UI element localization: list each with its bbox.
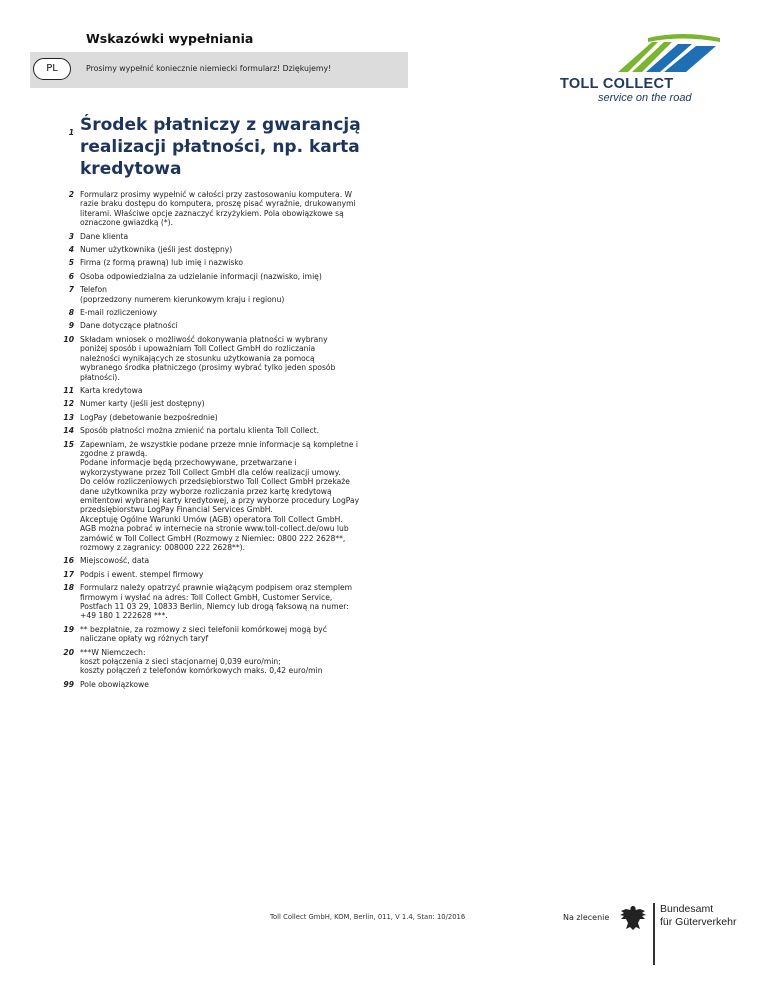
item-text: Sposób płatności można zmienić na portalu klienta Toll Collect. bbox=[80, 426, 320, 436]
item-number: 6 bbox=[68, 271, 74, 281]
item-number: 16 bbox=[63, 556, 74, 566]
item-text: Dane dotyczące płatności bbox=[80, 321, 178, 331]
item-number: 2 bbox=[68, 190, 74, 199]
federal-eagle-icon bbox=[618, 903, 648, 933]
item-number: 13 bbox=[63, 412, 74, 422]
item-number: 14 bbox=[63, 426, 74, 436]
list-item bbox=[40, 413, 380, 422]
item-text: Miejscowość, data bbox=[80, 556, 150, 566]
item-text: Formularz prosimy wypełnić w całości przy zastosowaniu komputera. W razie braku dostępu do komputera, proszę pisać wyraźnie, drukowanymi literami. Właściwe opcje zaznaczyć krzyżykiem. Pola obowiązkowe są oznaczone gwiazdką (*). bbox=[80, 190, 356, 228]
list-item bbox=[40, 321, 380, 330]
list-item bbox=[40, 272, 380, 281]
item-number: 20 bbox=[63, 647, 74, 657]
item-text: Telefon (poprzedzony numerem kierunkowym kraju i regionu) bbox=[80, 285, 285, 304]
on-behalf-label: Na zlecenie bbox=[563, 913, 610, 922]
list-item bbox=[40, 625, 380, 644]
item-text: E-mail rozliczeniowy bbox=[80, 308, 158, 318]
language-badge: PL bbox=[33, 58, 71, 80]
list-item bbox=[40, 648, 380, 676]
item-text: Numer użytkownika (jeśli jest dostępny) bbox=[80, 245, 233, 255]
item-number: 17 bbox=[63, 569, 74, 579]
item-text: LogPay (debetowanie bezpośrednie) bbox=[80, 412, 218, 422]
item-number: 18 bbox=[63, 583, 74, 593]
item-number: 9 bbox=[68, 321, 74, 331]
item-number: 15 bbox=[63, 439, 74, 449]
item-number: 12 bbox=[63, 399, 74, 409]
list-item bbox=[40, 190, 380, 228]
footer-imprint: Toll Collect GmbH, KOM, Berlin, 011, V 1.4, Stan: 10/2016 bbox=[270, 913, 466, 921]
toll-collect-logo-icon bbox=[612, 30, 722, 74]
item-number: 19 bbox=[63, 624, 74, 634]
authority-divider bbox=[653, 903, 655, 965]
item-number: 5 bbox=[68, 258, 74, 268]
authority-line-1: Bundesamt bbox=[660, 903, 714, 915]
list-item bbox=[40, 245, 380, 254]
item-number: 4 bbox=[68, 245, 74, 255]
logo-tagline: service on the road bbox=[598, 92, 692, 104]
authority-line-2: für Güterverkehr bbox=[660, 915, 737, 928]
item-number: 10 bbox=[63, 334, 74, 344]
item-text: Składam wniosek o możliwość dokonywania płatności w wybrany poniżej sposób i upoważniam Toll Collect GmbH do rozliczania należności wynikających ze stosunku użytkowania za pomocą wybranego środka płatniczego (prosimy wybrać tylko jeden sposób płatności). bbox=[80, 334, 336, 382]
item-text: Zapewniam, że wszystkie podane przeze mnie informacje są kompletne i zgodne z prawdą. Podane informacje będą przechowywane, przetwarzane i wykorzystywane przez Toll Collect GmbH dla celów realizacji umowy. Do celów rozliczeniowych przedsiębiorstwo Toll Collect GmbH przekaże dane użytkownika przy wyborze rozliczania przez kartę kredytową emitentowi wybranej karty kredytowej, a przy wyborze procedury LogPay przedsiębiorstwu LogPay Financial Services GmbH. Akceptuję Ogólne Warunki Umów (AGB) operatora Toll Collect GmbH. AGB można pobrać w internecie na stronie www.toll-collect.de/owu lub zamówić w Toll Collect GmbH (Rozmowy z Niemiec: 0800 222 2628**, rozmowy z zagranicy: 008000 222 2628**). bbox=[80, 439, 360, 552]
section-title: Środek płatniczy z gwarancją realizacji płatności, np. karta kredytowa bbox=[80, 115, 361, 179]
list-item bbox=[40, 232, 380, 241]
list-item bbox=[40, 399, 380, 408]
item-text: ***W Niemczech: koszt połączenia z sieci stacjonarnej 0,039 euro/min; koszty połączeń z telefonów komórkowych maks. 0,42 euro/min bbox=[80, 647, 323, 676]
list-item bbox=[40, 308, 380, 317]
authority-name bbox=[660, 903, 736, 928]
item-number: 8 bbox=[68, 308, 74, 318]
item-text: ** bezpłatnie, za rozmowy z sieci telefonii komórkowej mogą być naliczane opłaty wg różnych taryf bbox=[80, 624, 327, 644]
list-item bbox=[40, 258, 380, 267]
item-text: Dane klienta bbox=[80, 231, 129, 241]
list-item bbox=[40, 440, 380, 553]
list-item bbox=[40, 114, 380, 180]
item-text: Firma (z formą prawną) lub imię i nazwisko bbox=[80, 258, 244, 268]
item-number: 11 bbox=[63, 385, 74, 395]
item-text: Karta kredytowa bbox=[80, 385, 143, 395]
instruction-list bbox=[40, 114, 380, 693]
item-number: 99 bbox=[63, 679, 74, 689]
list-item bbox=[40, 335, 380, 382]
logo-name: TOLL COLLECT bbox=[560, 76, 674, 92]
list-item bbox=[40, 285, 380, 304]
info-note: Prosimy wypełnić koniecznie niemiecki formularz! Dziękujemy! bbox=[86, 64, 332, 73]
list-item bbox=[40, 556, 380, 565]
item-number: 7 bbox=[68, 285, 74, 295]
list-item bbox=[40, 680, 380, 689]
page-title: Wskazówki wypełniania bbox=[86, 31, 254, 46]
item-text: Numer karty (jeśli jest dostępny) bbox=[80, 399, 205, 409]
item-text: Osoba odpowiedzialna za udzielanie informacji (nazwisko, imię) bbox=[80, 271, 322, 281]
item-text: Formularz należy opatrzyć prawnie wiążącym podpisem oraz stemplem firmowym i wysłać na adres: Toll Collect GmbH, Customer Service, Postfach 11 03 29, 10833 Berlin, Niemcy lub drogą faksową na numer: +49 180 1 222628 ***. bbox=[80, 583, 353, 621]
list-item bbox=[40, 583, 380, 621]
list-item bbox=[40, 426, 380, 435]
item-number: 3 bbox=[68, 231, 74, 241]
item-text: Podpis i ewent. stempel firmowy bbox=[80, 569, 204, 579]
item-text: Pole obowiązkowe bbox=[80, 679, 149, 689]
item-number: 1 bbox=[68, 128, 74, 137]
list-item bbox=[40, 570, 380, 579]
list-item bbox=[40, 386, 380, 395]
